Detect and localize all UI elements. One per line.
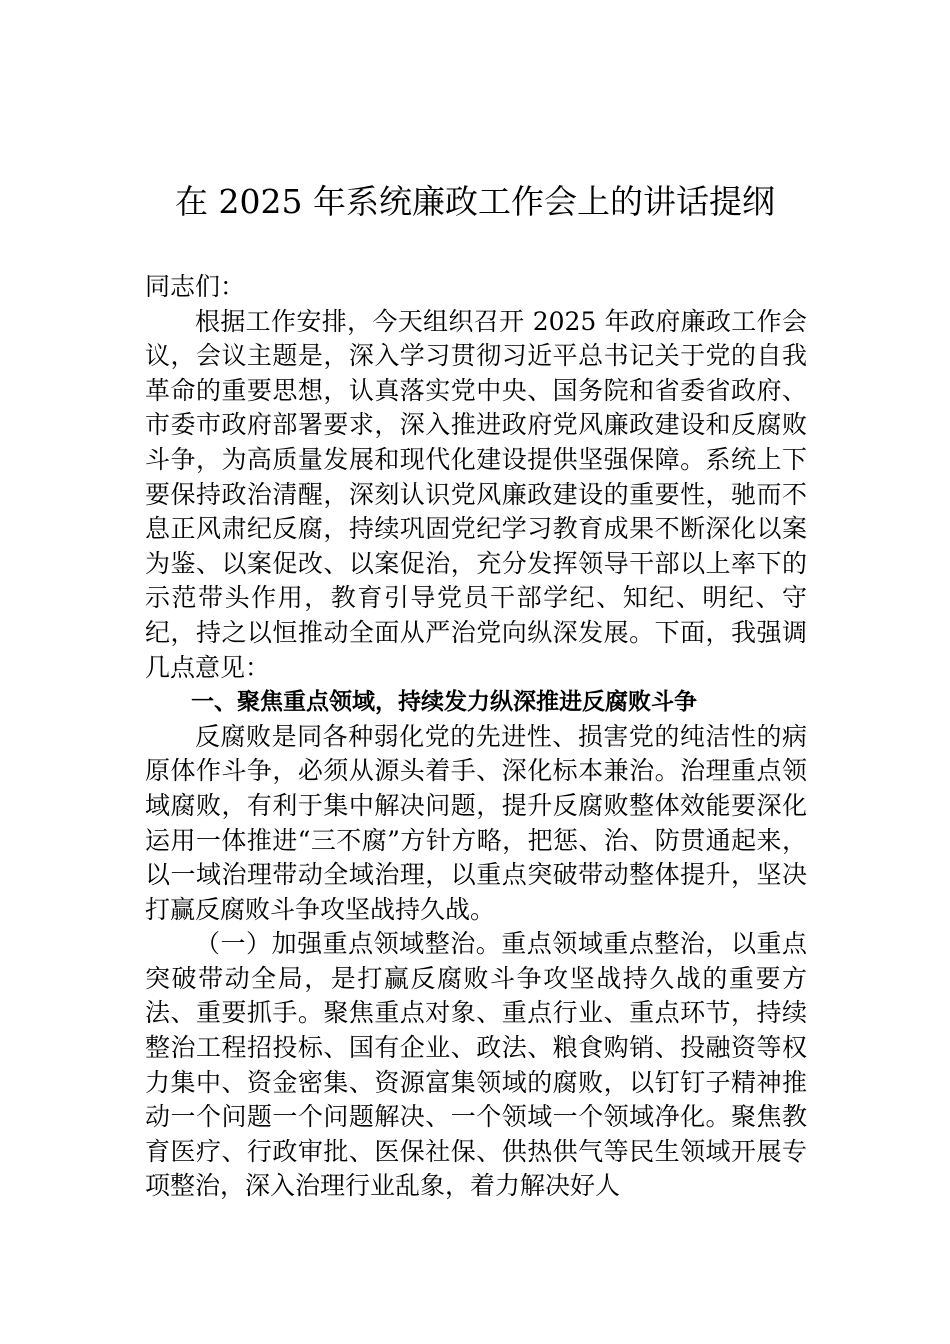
paragraph-subsection-1: （一）加强重点领域整治。重点领域重点整治，以重点突破带动全局，是打赢反腐败斗争攻坚战持久战的重要方法、重要抓手。聚焦重点对象、重点行业、重点环节，持续整治工程招投标、国有企业、政法、粮食购销、投融资等权力集中、资金密集、资源富集领域的腐败，以钉钉子精神推动一个问题一个问题解决、一个领域一个领域净化。聚焦教育医疗、行政审批、医保社保、供热供气等民生领域开展专项整治，深入治理行业乱象，着力解决好人 [145, 929, 807, 1201]
document-title: 在 2025 年系统廉政工作会上的讲话提纲 [175, 182, 775, 221]
paragraph-intro: 根据工作安排，今天组织召开 2025 年政府廉政工作会议，会议主题是，深入学习贯彻习近平总书记关于党的自我革命的重要思想，认真落实党中央、国务院和省委省政府、市委市政府部署要求，深入推进政府党风廉政建设和反腐败斗争，为高质量发展和现代化建设提供坚强保障。系统上下要保持政治清醒，深刻认识党风廉政建设的重要性，驰而不息正风肃纪反腐，持续巩固党纪学习教育成果不断深化以案为鉴、以案促改、以案促治，充分发挥领导干部以上率下的示范带头作用，教育引导党员干部学纪、知纪、明纪、守纪，持之以恒推动全面从严治党向纵深发展。下面，我强调几点意见： [145, 306, 807, 682]
section-heading-1: 一、聚焦重点领域，持续发力纵深推进反腐败斗争 [191, 689, 697, 716]
document-body [145, 270, 807, 1204]
paragraph-anticorruption: 反腐败是同各种弱化党的先进性、损害党的纯洁性的病原体作斗争，必须从源头着手、深化标本兼治。治理重点领域腐败，有利于集中解决问题，提升反腐败整体效能要深化运用一体推进“三不腐”方针方略，把惩、治、防贯通起来，以一域治理带动全域治理，以重点突破带动整体提升，坚决打赢反腐败斗争攻坚战持久战。 [145, 721, 807, 924]
salutation: 同志们： [145, 272, 246, 301]
